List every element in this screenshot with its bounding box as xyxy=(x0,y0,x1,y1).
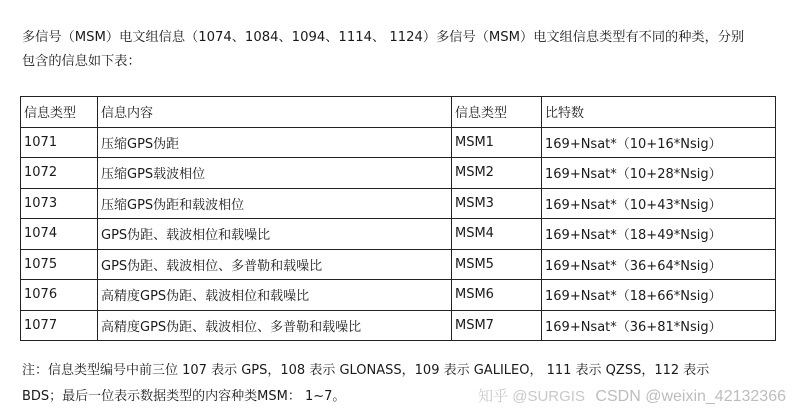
watermark xyxy=(478,385,786,406)
cell-message-content: 压缩GPS伪距 xyxy=(98,127,452,158)
header-message-content: 信息内容 xyxy=(98,97,452,128)
footnote-line-1: 注：信息类型编号中前三位 107 表示 GPS，108 表示 GLONASS，109 表示 GALILEO， 111 表示 QZSS，112 表示 xyxy=(22,363,710,378)
table-row xyxy=(21,158,776,189)
cell-message-content: 压缩GPS载波相位 xyxy=(98,158,452,189)
cell-msm-type: MSM2 xyxy=(452,158,542,189)
table-row xyxy=(21,188,776,219)
cell-message-content: 高精度GPS伪距、载波相位、多普勒和载噪比 xyxy=(98,310,452,341)
table-header-row xyxy=(21,97,776,128)
footnote-line-2: BDS；最后一位表示数据类型的内容种类MSM： 1~7。 xyxy=(22,389,346,404)
zhihu-watermark: 知乎 @SURGIS xyxy=(478,388,585,405)
cell-msm-type: MSM1 xyxy=(452,127,542,158)
cell-bit-count: 169+Nsat*（36+81*Nsig） xyxy=(542,310,776,341)
header-bit-count: 比特数 xyxy=(542,97,776,128)
cell-bit-count: 169+Nsat*（10+28*Nsig） xyxy=(542,158,776,189)
cell-message-content: 压缩GPS伪距和载波相位 xyxy=(98,188,452,219)
cell-bit-count: 169+Nsat*（18+49*Nsig） xyxy=(542,219,776,250)
table-row xyxy=(21,249,776,280)
cell-message-type: 1072 xyxy=(21,158,98,189)
cell-bit-count: 169+Nsat*（10+43*Nsig） xyxy=(542,188,776,219)
table-row xyxy=(21,310,776,341)
cell-message-type: 1074 xyxy=(21,219,98,250)
cell-message-content: 高精度GPS伪距、载波相位和载噪比 xyxy=(98,280,452,311)
intro-paragraph xyxy=(22,26,812,74)
header-message-type: 信息类型 xyxy=(21,97,98,128)
cell-message-type: 1073 xyxy=(21,188,98,219)
cell-msm-type: MSM4 xyxy=(452,219,542,250)
cell-msm-type: MSM6 xyxy=(452,280,542,311)
intro-line-2: 包含的信息如下表： xyxy=(22,54,141,69)
table-row xyxy=(21,219,776,250)
cell-bit-count: 169+Nsat*（36+64*Nsig） xyxy=(542,249,776,280)
csdn-watermark: CSDN @weixin_42132366 xyxy=(595,388,786,405)
cell-bit-count: 169+Nsat*（10+16*Nsig） xyxy=(542,127,776,158)
cell-message-type: 1076 xyxy=(21,280,98,311)
msm-info-table xyxy=(20,96,776,341)
intro-line-1: 多信号（MSM）电文组信息（1074、1084、1094、1114、 1124）多信号（MSM）电文组信息类型有不同的种类，分别 xyxy=(22,30,745,45)
cell-message-type: 1075 xyxy=(21,249,98,280)
table-row xyxy=(21,280,776,311)
cell-message-content: GPS伪距、载波相位、多普勒和载噪比 xyxy=(98,249,452,280)
cell-message-content: GPS伪距、载波相位和载噪比 xyxy=(98,219,452,250)
cell-msm-type: MSM5 xyxy=(452,249,542,280)
cell-bit-count: 169+Nsat*（18+66*Nsig） xyxy=(542,280,776,311)
table-row xyxy=(21,127,776,158)
header-msm-type: 信息类型 xyxy=(452,97,542,128)
cell-msm-type: MSM7 xyxy=(452,310,542,341)
cell-msm-type: MSM3 xyxy=(452,188,542,219)
cell-message-type: 1077 xyxy=(21,310,98,341)
cell-message-type: 1071 xyxy=(21,127,98,158)
